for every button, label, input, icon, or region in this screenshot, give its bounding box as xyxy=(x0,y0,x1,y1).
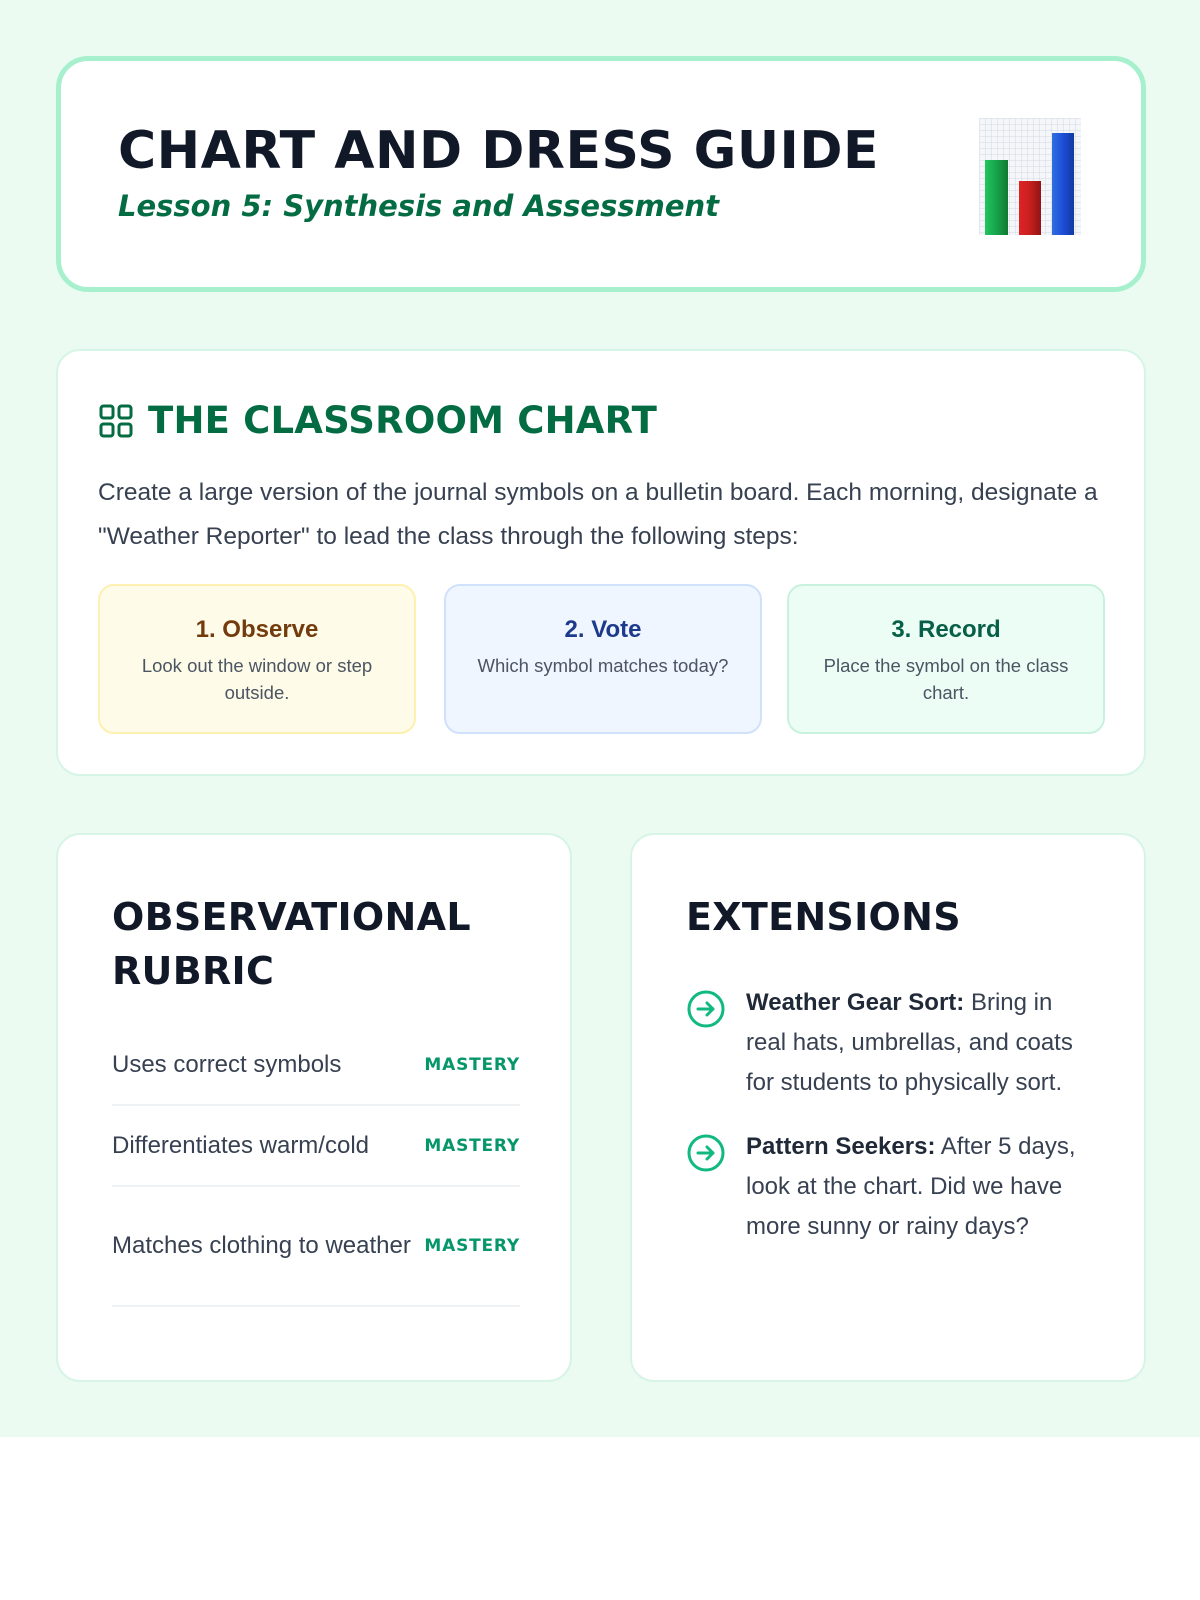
extensions-list xyxy=(686,983,1096,1271)
bar-chart-icon xyxy=(979,118,1081,235)
extension-text xyxy=(746,1127,1096,1247)
section-heading xyxy=(98,399,657,442)
step-record-card xyxy=(787,584,1105,734)
extensions-title: EXTENSIONS xyxy=(686,895,961,939)
extension-description: Bring in real hats, umbrellas, and coats for students to physically sort. xyxy=(746,989,1073,1096)
mastery-badge: MASTERY xyxy=(424,1054,520,1075)
extension-item xyxy=(686,983,1096,1103)
mastery-badge: MASTERY xyxy=(424,1135,520,1156)
step-observe-card xyxy=(98,584,416,734)
header-card xyxy=(56,56,1146,292)
step-title: 2. Vote xyxy=(564,616,642,643)
step-title: 3. Record xyxy=(891,616,1001,643)
step-description: Place the symbol on the class chart. xyxy=(823,655,1069,703)
classroom-chart-card xyxy=(56,349,1146,776)
extension-name: Weather Gear Sort: xyxy=(746,989,965,1016)
rubric-row xyxy=(112,1106,520,1187)
lesson-subtitle: Lesson 5: Synthesis and Assessment xyxy=(118,189,719,223)
step-title: 1. Observe xyxy=(195,616,319,643)
step-description: Look out the window or step outside. xyxy=(141,655,373,703)
extensions-card xyxy=(630,833,1146,1382)
page-title: CHART AND DRESS GUIDE xyxy=(118,121,880,181)
arrow-circle-right-icon xyxy=(686,989,726,1029)
rubric-list xyxy=(112,1025,520,1307)
section-title: THE CLASSROOM CHART xyxy=(148,399,658,442)
grid-icon xyxy=(98,403,134,439)
rubric-criterion: Uses correct symbols xyxy=(112,1050,342,1078)
rubric-criterion: Differentiates warm/cold xyxy=(112,1131,369,1159)
arrow-circle-right-icon xyxy=(686,1133,726,1173)
extension-name: Pattern Seekers: xyxy=(746,1133,936,1160)
rubric-criterion: Matches clothing to weather xyxy=(112,1232,411,1259)
mastery-badge: MASTERY xyxy=(424,1236,520,1256)
rubric-card xyxy=(56,833,572,1382)
step-description: Which symbol matches today? xyxy=(477,655,729,676)
extension-item xyxy=(686,1127,1096,1247)
extension-text xyxy=(746,983,1096,1103)
intro-text: Create a large version of the journal symbols on a bulletin board. Each morning, designate a "Weather Reporter" to lead the class through the following steps: xyxy=(98,479,1098,550)
rubric-row xyxy=(112,1025,520,1106)
step-vote-card xyxy=(444,584,762,734)
extension-description: After 5 days, look at the chart. Did we have more sunny or rainy days? xyxy=(746,1133,1076,1240)
rubric-title: OBSERVATIONAL RUBRIC xyxy=(112,895,471,993)
rubric-row xyxy=(112,1187,520,1307)
